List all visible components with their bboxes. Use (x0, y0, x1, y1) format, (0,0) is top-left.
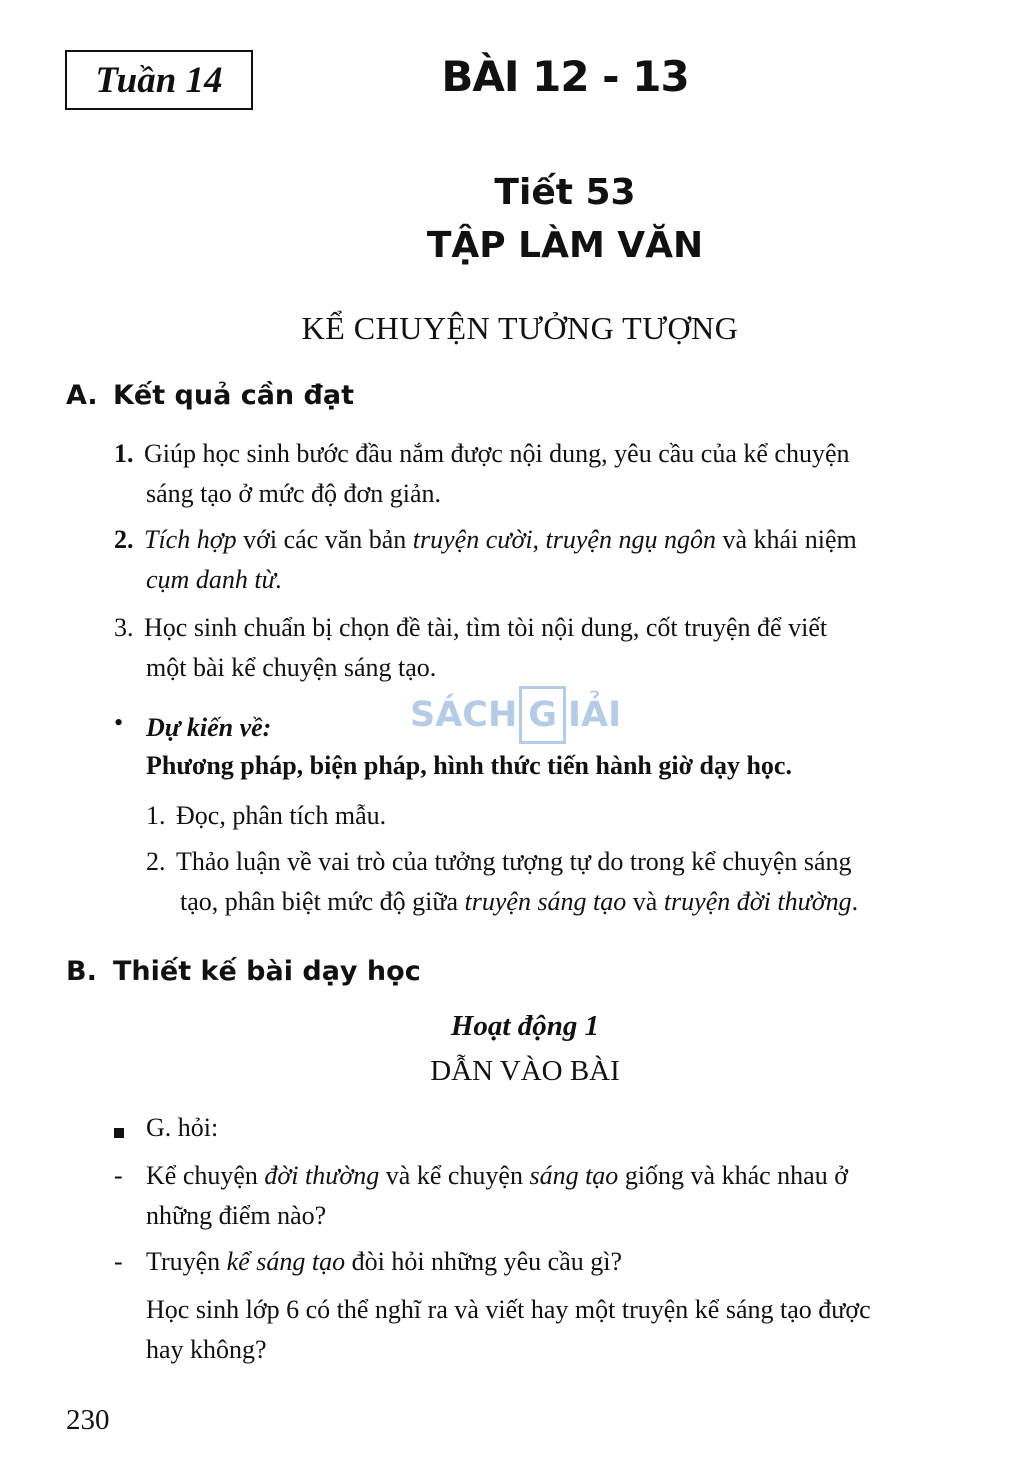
list-item-continued (146, 474, 980, 514)
question-item-continued: những điểm nào? (146, 1201, 327, 1230)
watermark-text: SÁCH (410, 695, 518, 735)
dash-marker: - (114, 1161, 123, 1190)
item-text: Truyện (146, 1247, 227, 1276)
item-number: 1. (146, 801, 166, 830)
item-text-italic: đời thường (264, 1161, 380, 1190)
lesson-title: BÀI 12 - 13 (441, 52, 689, 101)
item-text-italic: cụm danh từ. (146, 565, 283, 594)
page-number: 230 (66, 1404, 110, 1436)
item-text-italic: truyện đời thường (663, 887, 852, 916)
list-item-continued (146, 560, 980, 600)
section-a-title: Kết quả cần đạt (113, 380, 355, 411)
list-item (146, 796, 980, 836)
bullet-dot: • (114, 708, 124, 737)
forecast-label-text: Dự kiến về: (146, 713, 272, 742)
item-text: . (851, 887, 859, 916)
item-text: Kể chuyện (146, 1161, 265, 1190)
item-text: tạo, phân biệt mức độ giữa (180, 887, 465, 916)
list-item (114, 608, 980, 648)
question-item-continued: hay không? (146, 1335, 267, 1364)
item-text: và kể chuyện (379, 1161, 530, 1190)
section-a-heading (66, 380, 354, 411)
dash-marker: - (114, 1247, 123, 1276)
question-item (146, 1156, 982, 1196)
item-text: Giúp học sinh bước đầu nắm được nội dung, yêu cầu của kể chuyện (144, 439, 850, 468)
question-item: Học sinh lớp 6 có thể nghĩ ra và viết hay một truyện kể sáng tạo được (146, 1295, 871, 1324)
list-item (146, 842, 980, 882)
question-item (146, 1242, 982, 1282)
item-number: 3. (114, 613, 134, 642)
item-text: và khái niệm (715, 525, 857, 554)
period-label: Tiết 53 (494, 172, 636, 213)
item-text: sáng tạo ở mức độ đơn giản. (146, 479, 442, 508)
list-item-continued (180, 882, 980, 922)
section-b-title: Thiết kế bài dạy học (113, 956, 421, 987)
item-text: và (626, 887, 664, 916)
forecast-heading: Phương pháp, biện pháp, hình thức tiến hành giờ dạy học. (146, 751, 792, 780)
watermark-text: IẢI (568, 695, 622, 735)
watermark-text: G (519, 686, 566, 744)
item-text-italic: truyện cười, truyện ngụ ngôn (412, 525, 716, 554)
item-text: một bài kể chuyện sáng tạo. (146, 653, 437, 682)
item-text: giống và khác nhau ở (618, 1161, 848, 1190)
activity-subtitle: DẪN VÀO BÀI (430, 1055, 620, 1087)
item-text: Đọc, phân tích mẫu. (176, 801, 387, 830)
item-number: 2. (114, 525, 134, 554)
activity-title: Hoạt động 1 (450, 1010, 600, 1042)
week-label: Tuần 14 (65, 50, 253, 110)
list-item (114, 434, 980, 474)
section-b-heading (66, 956, 421, 987)
section-a-letter: A. (66, 380, 98, 411)
item-text: đòi hỏi những yêu cầu gì? (345, 1247, 623, 1276)
forecast-label (146, 708, 906, 748)
square-bullet (114, 1128, 124, 1138)
item-number: 1. (114, 439, 134, 468)
subject-label: TẬP LÀM VĂN (426, 225, 704, 266)
item-text-italic: kể sáng tạo (226, 1247, 346, 1276)
question-intro: G. hỏi: (146, 1113, 219, 1142)
item-text-italic: Tích hợp (144, 525, 237, 554)
item-text-italic: truyện sáng tạo (464, 887, 627, 916)
item-text: với các văn bản (236, 525, 413, 554)
item-text: Học sinh chuẩn bị chọn đề tài, tìm tòi nội dung, cốt truyện để viết (144, 613, 828, 642)
list-item (114, 520, 980, 560)
list-item-continued (146, 648, 980, 688)
item-number: 2. (146, 847, 166, 876)
item-text: Thảo luận về vai trò của tưởng tượng tự do trong kể chuyện sáng (176, 847, 852, 876)
item-text-italic: sáng tạo (529, 1161, 619, 1190)
page-title: KỂ CHUYỆN TƯỞNG TƯỢNG (301, 310, 739, 346)
section-b-letter: B. (66, 956, 97, 987)
